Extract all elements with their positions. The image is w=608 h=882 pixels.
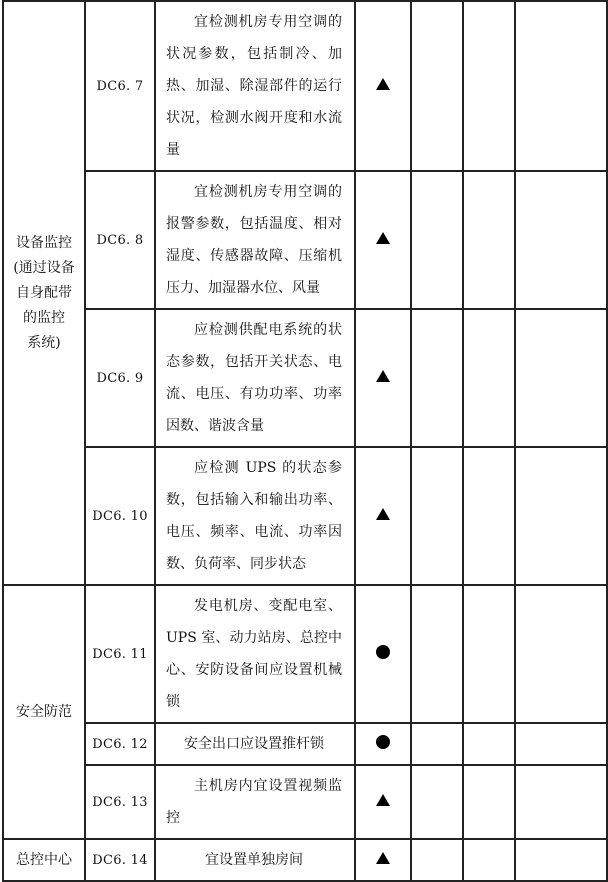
empty-cell [463,839,515,881]
category-equipment-monitoring [3,1,85,585]
requirement-level [355,171,411,309]
empty-cell [463,585,515,723]
empty-cell [411,765,463,839]
empty-cell [515,723,607,765]
requirement-level [355,309,411,447]
table-row [3,447,607,585]
table-row [3,171,607,309]
item-description-text: 主机房内宜设置视频监控 [166,778,342,826]
item-code: DC6. 13 [85,765,155,839]
item-description-text: 应检测供配电系统的状态参数，包括开关状态、电流、电压、有功功率、功率因数、谐波含量 [166,322,342,434]
item-description [155,171,355,309]
empty-cell [411,585,463,723]
table-row [3,585,607,723]
requirement-level [355,447,411,585]
item-description-text: 宜检测机房专用空调的报警参数，包括温度、相对湿度、传感器故障、压缩机压力、加湿器水位、风量 [166,184,342,296]
empty-cell [515,585,607,723]
empty-cell [411,1,463,171]
empty-cell [411,839,463,881]
item-description-text: 应检测 UPS 的状态参数，包括输入和输出功率、电压、频率、电流、功率因数、负荷率、同步状态 [166,460,342,572]
item-code: DC6. 9 [85,309,155,447]
item-description [155,309,355,447]
triangle-icon [376,794,390,806]
dot-icon [376,645,390,659]
requirement-level [355,585,411,723]
category-line: 系统) [27,334,61,351]
category-line: (通过设备 [13,259,75,276]
item-code: DC6. 8 [85,171,155,309]
table-row [3,723,607,765]
item-code: DC6. 11 [85,585,155,723]
requirements-table [2,0,608,882]
dot-icon [376,735,390,749]
requirement-level [355,1,411,171]
triangle-icon [376,232,390,244]
requirement-level [355,723,411,765]
empty-cell [515,309,607,447]
requirement-level [355,765,411,839]
empty-cell [463,447,515,585]
empty-cell [515,765,607,839]
empty-cell [463,1,515,171]
empty-cell [515,839,607,881]
requirement-level [355,839,411,881]
item-code: DC6. 14 [85,839,155,881]
empty-cell [463,309,515,447]
empty-cell [515,447,607,585]
empty-cell [463,171,515,309]
triangle-icon [376,78,390,90]
category-control-center: 总控中心 [3,839,85,881]
table-row [3,839,607,881]
item-description [155,765,355,839]
category-line: 的监控 [23,309,65,326]
empty-cell [515,1,607,171]
item-description [155,585,355,723]
category-security: 安全防范 [3,585,85,839]
item-code: DC6. 7 [85,1,155,171]
item-description-text: 宜检测机房专用空调的状况参数，包括制冷、加热、加湿、除湿部件的运行状况，检测水阀开度和水流量 [166,14,342,158]
empty-cell [463,765,515,839]
item-code: DC6. 12 [85,723,155,765]
item-description-text: 发电机房、变配电室、UPS 室、动力站房、总控中心、安防设备间应设置机械锁 [166,598,342,710]
triangle-icon [376,508,390,520]
category-line: 自身配带 [16,284,72,301]
table-row [3,1,607,171]
item-description [155,447,355,585]
empty-cell [411,309,463,447]
empty-cell [411,723,463,765]
table-row [3,765,607,839]
empty-cell [411,447,463,585]
empty-cell [411,171,463,309]
empty-cell [515,171,607,309]
item-description: 安全出口应设置推杆锁 [155,723,355,765]
category-line: 设备监控 [16,234,72,251]
triangle-icon [376,852,390,864]
triangle-icon [376,370,390,382]
empty-cell [463,723,515,765]
table-row [3,309,607,447]
item-code: DC6. 10 [85,447,155,585]
item-description: 宜设置单独房间 [155,839,355,881]
item-description [155,1,355,171]
